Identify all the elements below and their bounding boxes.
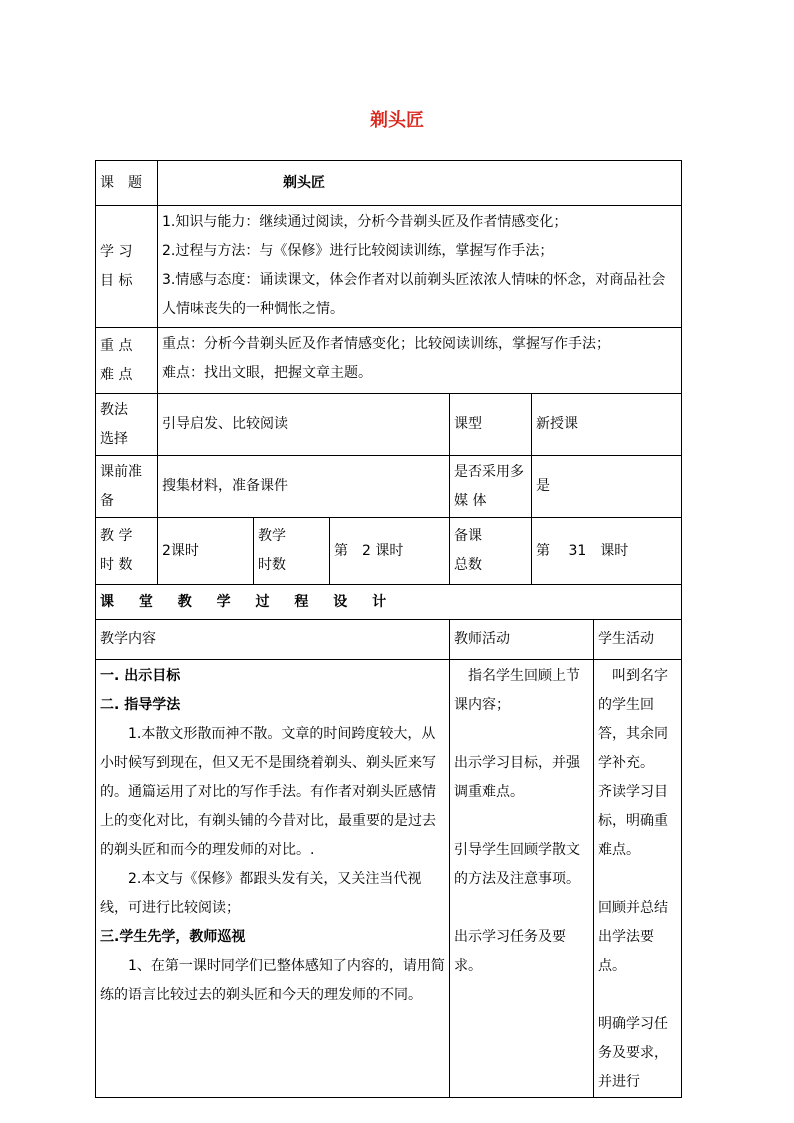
teacher-activity: 出示学习目标，并强调重难点。	[454, 755, 580, 800]
content-paragraph: 2.本文与《保修》都跟头发有关，又关注当代视线，可进行比较阅读；	[100, 871, 422, 916]
prep-label: 课前准 备	[96, 456, 158, 518]
content-paragraph: 1.本散文形散而神不散。文章的时间跨度较大，从小时候写到现在，但又无不是围绕着剃头、剃头匠来写的。通篇运用了对比的写作手法。有作者对剃头匠感情上的变化对比，有剃头铺的今昔对比，最重要的是过去的剃头匠和而今的理发师的对比。.	[100, 726, 436, 858]
key-points-label: 重 点 难 点	[96, 328, 158, 394]
page-title: 剃头匠	[370, 110, 424, 131]
student-activity: 回顾并总结出学法要点。	[598, 900, 668, 974]
type-value: 新授课	[532, 394, 682, 456]
student-cell	[594, 660, 682, 1098]
content-cell	[96, 660, 450, 1098]
lesson-plan-table	[95, 160, 682, 1098]
goals-cell	[158, 206, 682, 328]
section-heading: 一. 出示目标	[100, 668, 181, 684]
col-student-header: 学生活动	[594, 620, 682, 660]
prep-value: 搜集材料，准备课件	[158, 456, 450, 518]
media-value: 是	[532, 456, 682, 518]
goal-item: 1.知识与能力：继续通过阅读，分析今昔剃头匠及作者情感变化；	[162, 214, 568, 230]
goals-label: 学 习 目 标	[96, 206, 158, 328]
topic-label: 课 题	[96, 161, 158, 206]
student-activity: 齐读学习目标，明确重难点。	[598, 784, 668, 858]
col-content-header: 教学内容	[96, 620, 450, 660]
total-label: 备课 总数	[450, 518, 532, 585]
method-label: 教法 选择	[96, 394, 158, 456]
teacher-activity: 引导学生回顾学散文的方法及注意事项。	[454, 842, 580, 887]
content-paragraph: 1、在第一课时同学们已整体感知了内容的，请用简练的语言比较过去的剃头匠和今天的理发师的不同。	[100, 958, 445, 1003]
hours-value-2: 第 2 课时	[330, 518, 450, 585]
student-activity: 叫到名字的学生回答，其余同学补充。	[598, 668, 668, 771]
total-value: 第 31 课时	[532, 518, 682, 585]
goal-item: 3.情感与态度：诵读课文，体会作者对以前剃头匠浓浓人情味的怀念，对商品社会人情味丧失的一种惆怅之情。	[162, 272, 666, 317]
difficult-points: 难点：找出文眼，把握文章主题。	[162, 365, 372, 381]
key-points-cell	[158, 328, 682, 394]
hours-label-2: 教学 时数	[254, 518, 330, 585]
section-heading: 二. 指导学法	[100, 697, 181, 713]
key-points: 重点：分析今昔剃头匠及作者情感变化；比较阅读训练，掌握写作手法；	[162, 336, 610, 352]
hours-label: 教 学 时 数	[96, 518, 158, 585]
teacher-activity: 出示学习任务及要求。	[454, 929, 566, 974]
teacher-cell	[450, 660, 594, 1098]
teacher-activity: 指名学生回顾上节课内容；	[454, 668, 580, 713]
method-value: 引导启发、比较阅读	[158, 394, 450, 456]
type-label: 课型	[450, 394, 532, 456]
topic-value: 剃头匠	[158, 161, 682, 206]
hours-value: 2课时	[158, 518, 254, 585]
goal-item: 2.过程与方法：与《保修》进行比较阅读训练，掌握写作手法；	[162, 243, 554, 259]
media-label: 是否采用多 媒 体	[450, 456, 532, 518]
student-activity: 明确学习任务及要求，并进行	[598, 1016, 668, 1090]
process-banner: 课 堂 教 学 过 程 设 计	[96, 585, 682, 620]
col-teacher-header: 教师活动	[450, 620, 594, 660]
section-heading: 三.学生先学，教师巡视	[100, 929, 246, 945]
